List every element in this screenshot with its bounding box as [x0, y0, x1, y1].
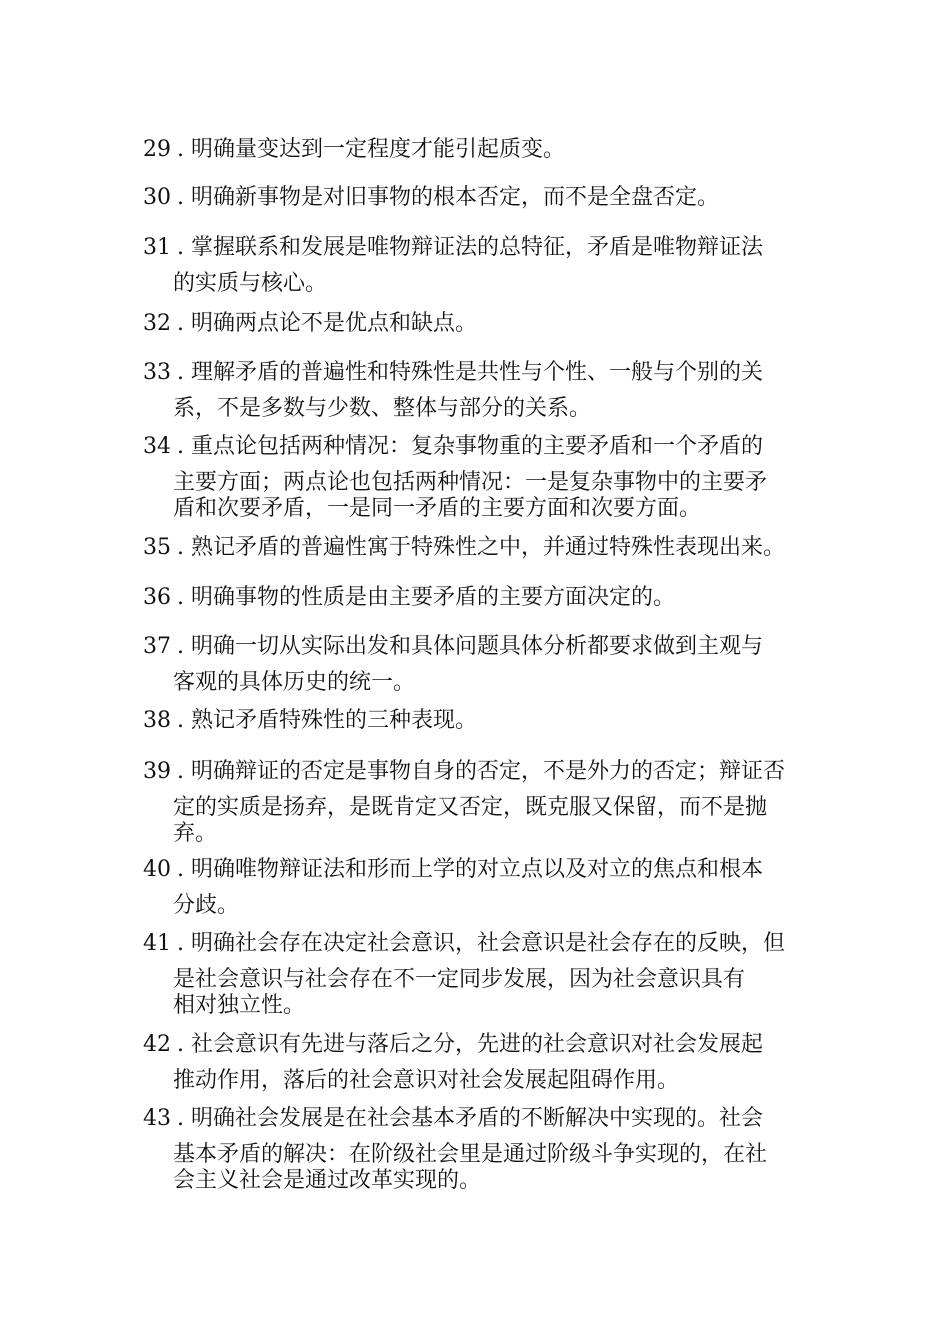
item-text-continued: 的实质与核心。: [173, 271, 328, 296]
item-text: 理解矛盾的普遍性和特殊性是共性与个性、一般与个别的关: [191, 360, 764, 385]
item-text: 重点论包括两种情况：复杂事物重的主要矛盾和一个矛盾的: [191, 434, 764, 459]
list-item-30: 30 . 明确新事物是对旧事物的根本否定，而不是全盘否定。: [143, 183, 813, 213]
list-item-29: 29 . 明确量变达到一定程度才能引起质变。: [143, 135, 813, 165]
item-text-continued: 是社会意识与社会存在不一定同步发展，因为社会意识具有: [173, 967, 746, 992]
item-text: 明确社会存在决定社会意识，社会意识是社会存在的反映，但: [191, 931, 786, 956]
item-text: 社会意识有先进与落后之分，先进的社会意识对社会发展起: [191, 1032, 764, 1057]
item-text-continued: 系，不是多数与少数、整体与部分的关系。: [173, 396, 592, 421]
item-text-continued: 推动作用，落后的社会意识对社会发展起阻碍作用。: [173, 1068, 680, 1093]
list-item-39: 39 . 明确辩证的否定是事物自身的否定，不是外力的否定；辩证否 定的实质是扬弃，是既肯定又否定，既克服又保留，而不是抛 弃。: [143, 757, 813, 849]
item-text: 明确一切从实际出发和具体问题具体分析都要求做到主观与: [191, 634, 764, 659]
list-item-33: 33 . 理解矛盾的普遍性和特殊性是共性与个性、一般与个别的关 系，不是多数与少数、整体与部分的关系。: [143, 358, 813, 424]
item-text: 明确量变达到一定程度才能引起质变。: [191, 137, 566, 162]
item-number: 35: [143, 535, 171, 560]
item-text-continued: 盾和次要矛盾，一是同一矛盾的主要方面和次要方面。: [173, 496, 702, 521]
item-text-continued: 弃。: [173, 821, 218, 846]
item-text-continued: 主要方面；两点论也包括两种情况：一是复杂事物中的主要矛: [173, 470, 768, 495]
item-text-continued: 客观的具体历史的统一。: [173, 670, 416, 695]
item-number: 42: [143, 1032, 171, 1057]
item-number: 36: [143, 585, 171, 610]
list-item-36: 36 . 明确事物的性质是由主要矛盾的主要方面决定的。: [143, 583, 813, 613]
item-text: 掌握联系和发展是唯物辩证法的总特征，矛盾是唯物辩证法: [191, 235, 764, 260]
item-text: 熟记矛盾的普遍性寓于特殊性之中，并通过特殊性表现出来。: [191, 535, 786, 560]
item-number: 34: [143, 434, 171, 459]
item-number: 33: [143, 360, 171, 385]
item-number: 38: [143, 708, 171, 733]
item-text: 熟记矛盾特殊性的三种表现。: [191, 708, 478, 733]
item-text-continued: 定的实质是扬弃，是既肯定又否定，既克服又保留，而不是抛: [173, 795, 768, 820]
item-text-continued: 基本矛盾的解决：在阶级社会里是通过阶级斗争实现的，在社: [173, 1142, 768, 1167]
item-text: 明确辩证的否定是事物自身的否定，不是外力的否定；辩证否: [191, 759, 786, 784]
item-text: 明确事物的性质是由主要矛盾的主要方面决定的。: [191, 585, 676, 610]
item-number: 40: [143, 857, 171, 882]
list-item-42: 42 . 社会意识有先进与落后之分，先进的社会意识对社会发展起 推动作用，落后的社会意识对社会发展起阻碍作用。: [143, 1030, 813, 1096]
list-item-37: 37 . 明确一切从实际出发和具体问题具体分析都要求做到主观与 客观的具体历史的统一。: [143, 632, 813, 698]
item-text: 明确新事物是对旧事物的根本否定，而不是全盘否定。: [191, 185, 720, 210]
list-item-43: 43 . 明确社会发展是在社会基本矛盾的不断解决中实现的。社会 基本矛盾的解决：在阶级社会里是通过阶级斗争实现的，在社 会主义社会是通过改革实现的。: [143, 1104, 813, 1196]
item-number: 30: [143, 185, 171, 210]
list-item-40: 40 . 明确唯物辩证法和形而上学的对立点以及对立的焦点和根本 分歧。: [143, 855, 813, 921]
item-number: 29: [143, 137, 171, 162]
item-text-continued: 分歧。: [173, 893, 240, 918]
list-item-41: 41 . 明确社会存在决定社会意识，社会意识是社会存在的反映，但 是社会意识与社会存在不一定同步发展，因为社会意识具有 相对独立性。: [143, 929, 813, 1021]
list-item-34: 34 . 重点论包括两种情况：复杂事物重的主要矛盾和一个矛盾的 主要方面；两点论也包括两种情况：一是复杂事物中的主要矛 盾和次要矛盾，一是同一矛盾的主要方面和次要方面。: [143, 432, 813, 524]
item-number: 37: [143, 634, 171, 659]
item-text: 明确社会发展是在社会基本矛盾的不断解决中实现的。社会: [191, 1106, 764, 1131]
item-number: 31: [143, 235, 171, 260]
item-number: 39: [143, 759, 171, 784]
item-number: 43: [143, 1106, 171, 1131]
list-item-31: 31 . 掌握联系和发展是唯物辩证法的总特征，矛盾是唯物辩证法 的实质与核心。: [143, 233, 813, 299]
item-number: 41: [143, 931, 171, 956]
item-text-continued: 会主义社会是通过改革实现的。: [173, 1168, 482, 1193]
list-item-32: 32 . 明确两点论不是优点和缺点。: [143, 309, 813, 339]
list-item-35: 35 . 熟记矛盾的普遍性寓于特殊性之中，并通过特殊性表现出来。: [143, 533, 813, 563]
item-text: 明确唯物辩证法和形而上学的对立点以及对立的焦点和根本: [191, 857, 764, 882]
item-number: 32: [143, 311, 171, 336]
item-text-continued: 相对独立性。: [173, 993, 306, 1018]
item-text: 明确两点论不是优点和缺点。: [191, 311, 478, 336]
list-item-38: 38 . 熟记矛盾特殊性的三种表现。: [143, 706, 813, 736]
